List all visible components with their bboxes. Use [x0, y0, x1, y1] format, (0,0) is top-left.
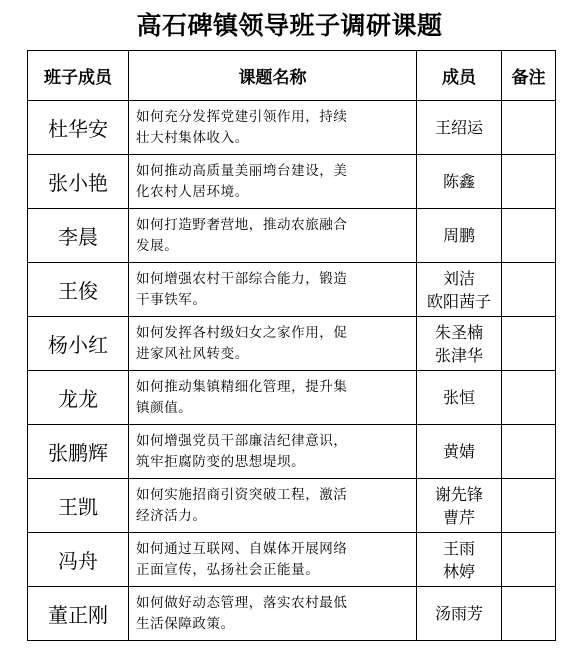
member-cell: 杨小红	[28, 317, 129, 371]
table-row	[28, 317, 556, 371]
topic-cell	[129, 587, 417, 641]
topic-line: 干事铁军。	[136, 291, 207, 308]
topic-line: 如何推动高质量美丽塆台建设，美	[136, 162, 348, 179]
remark-cell	[502, 587, 556, 641]
people-cell	[417, 425, 502, 479]
topic-cell	[129, 209, 417, 263]
people-cell	[417, 263, 502, 317]
person-name: 林婷	[442, 561, 475, 581]
remark-cell	[502, 263, 556, 317]
table-header-row	[28, 51, 556, 101]
topic-line: 如何发挥各村级妇女之家作用，促	[136, 324, 348, 341]
person-name: 王绍运	[434, 118, 483, 137]
topic-line: 如何增强党员干部廉洁纪律意识，	[136, 432, 348, 449]
topic-cell	[129, 263, 417, 317]
people-cell	[417, 101, 502, 155]
people-cell	[417, 533, 502, 587]
person-name: 刘洁	[442, 268, 475, 288]
topic-line: 如何通过互联网、自媒体开展网络	[136, 540, 348, 557]
topic-cell	[129, 317, 417, 371]
person-name: 汤雨芳	[434, 604, 483, 623]
topic-cell	[129, 533, 417, 587]
topic-cell	[129, 371, 417, 425]
person-name: 黄婧	[442, 442, 475, 461]
topic-line: 如何实施招商引资突破工程，激活	[136, 486, 348, 503]
header-people: 成员	[417, 51, 502, 101]
member-cell: 王凯	[28, 479, 129, 533]
remark-cell	[502, 209, 556, 263]
member-cell: 李晨	[28, 209, 129, 263]
table-row	[28, 587, 556, 641]
person-name: 周鹏	[442, 226, 475, 245]
topic-line: 如何做好动态管理，落实农村最低	[136, 594, 348, 611]
table-row	[28, 101, 556, 155]
remark-cell	[502, 317, 556, 371]
member-cell: 张鹏辉	[28, 425, 129, 479]
topic-line: 如何充分发挥党建引领作用，持续	[136, 108, 348, 125]
member-cell: 杜华安	[28, 101, 129, 155]
table-row	[28, 479, 556, 533]
topic-line: 如何打造野奢营地，推动农旅融合	[136, 216, 348, 233]
topic-cell	[129, 155, 417, 209]
person-name: 谢先锋	[434, 484, 483, 504]
table-row	[28, 371, 556, 425]
people-cell	[417, 371, 502, 425]
header-remark: 备注	[502, 51, 556, 101]
remark-cell	[502, 155, 556, 209]
person-name: 王雨	[442, 538, 475, 558]
header-topic: 课题名称	[129, 51, 417, 101]
topic-line: 如何增强农村干部综合能力，锻造	[136, 270, 348, 287]
page-title: 高石碑镇领导班子调研课题	[136, 11, 443, 40]
topic-line: 如何推动集镇精细化管理，提升集	[136, 378, 348, 395]
member-cell: 龙龙	[28, 371, 129, 425]
topic-line: 化农村人居环境。	[136, 183, 249, 200]
topic-line: 发展。	[136, 237, 179, 254]
topic-cell	[129, 425, 417, 479]
remark-cell	[502, 425, 556, 479]
topic-cell	[129, 101, 417, 155]
person-name: 张恒	[442, 388, 475, 407]
topic-cell	[129, 479, 417, 533]
table-row	[28, 533, 556, 587]
remark-cell	[502, 533, 556, 587]
remark-cell	[502, 479, 556, 533]
member-cell: 王俊	[28, 263, 129, 317]
table-row	[28, 155, 556, 209]
people-cell	[417, 155, 502, 209]
people-cell	[417, 587, 502, 641]
topic-line: 镇颜值。	[136, 399, 193, 416]
person-name: 朱圣楠	[434, 322, 483, 342]
people-cell	[417, 209, 502, 263]
topic-line: 筑牢拒腐防变的思想堤坝。	[136, 453, 306, 470]
people-cell	[417, 317, 502, 371]
table-row	[28, 209, 556, 263]
person-name: 曹芹	[442, 507, 475, 527]
member-cell: 冯舟	[28, 533, 129, 587]
member-cell: 张小艳	[28, 155, 129, 209]
topic-line: 正面宣传，弘扬社会正能量。	[136, 561, 320, 578]
person-name: 张津华	[434, 345, 483, 365]
member-cell: 董正刚	[28, 587, 129, 641]
topic-line: 生活保障政策。	[136, 615, 235, 632]
person-name: 陈鑫	[442, 172, 475, 191]
topic-line: 进家风社风转变。	[136, 345, 249, 362]
table-body	[28, 101, 556, 641]
person-name: 欧阳茜子	[426, 291, 491, 311]
topic-line: 壮大村集体收入。	[136, 129, 249, 146]
people-cell	[417, 479, 502, 533]
topic-line: 经济活力。	[136, 507, 207, 524]
table-row	[28, 263, 556, 317]
remark-cell	[502, 101, 556, 155]
survey-topics-table	[27, 50, 556, 641]
header-member: 班子成员	[28, 51, 129, 101]
remark-cell	[502, 371, 556, 425]
table-row	[28, 425, 556, 479]
